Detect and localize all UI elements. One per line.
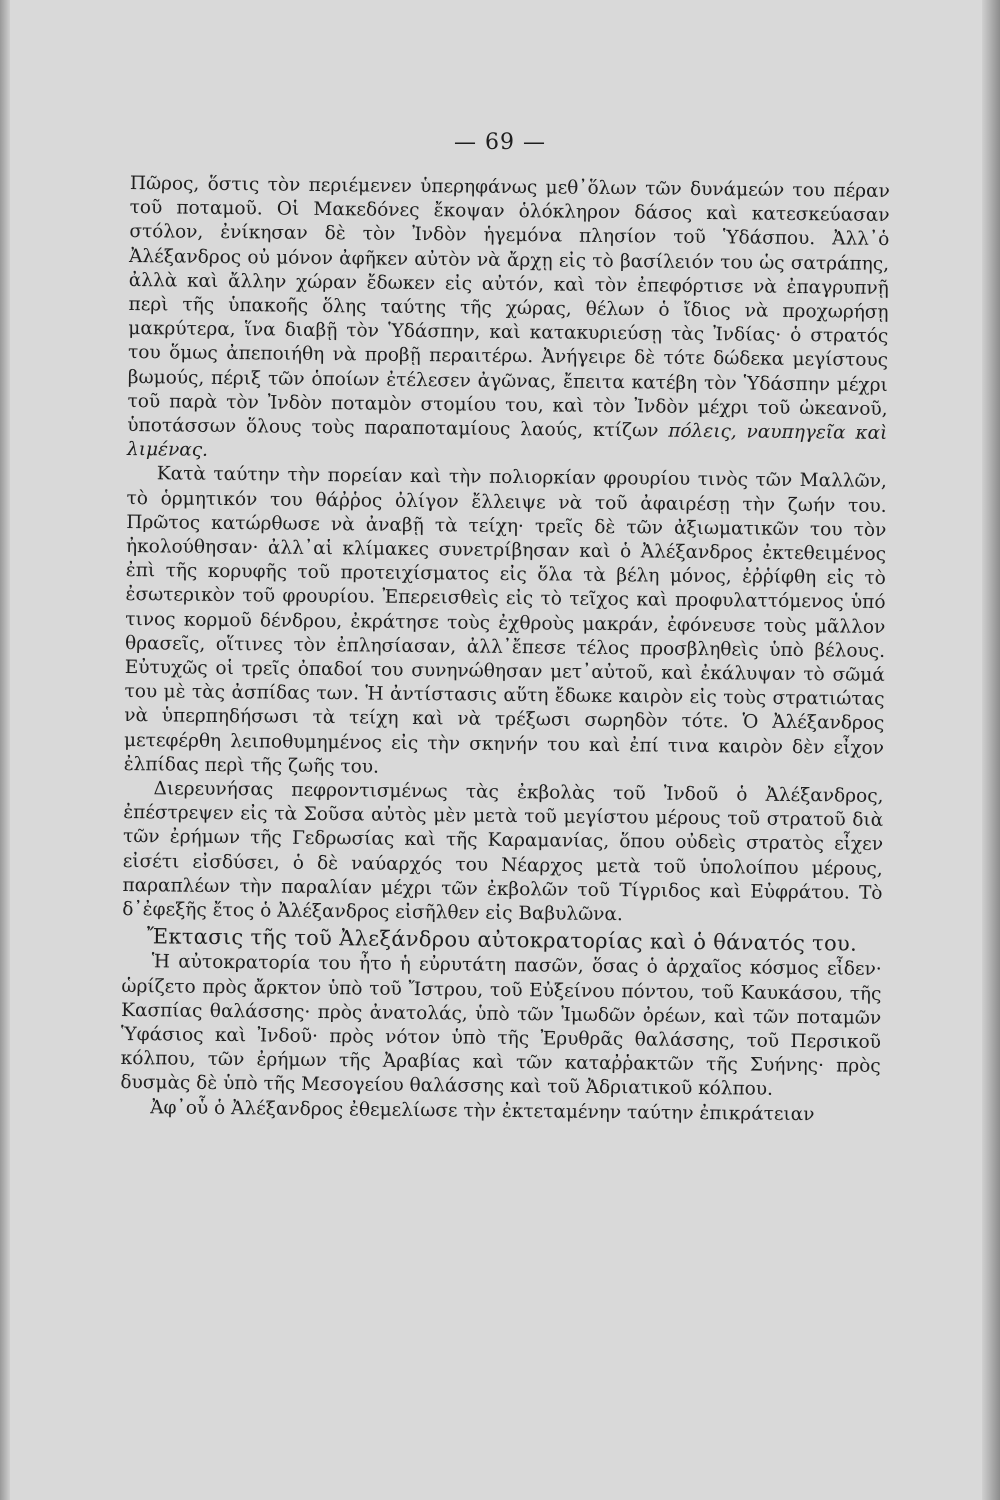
paragraph: Κατὰ ταύτην τὴν πορείαν καὶ τὴν πολιορκίαν φρουρίου τινὸς τῶν Μαλλῶν, τὸ ὁρμητικόν του θάῤῥος ὀλίγον ἔλλειψε νὰ τοῦ ἀφαιρέσῃ τὴν ζωήν του. Πρῶτος κατώρθωσε νὰ ἀναβῇ τὰ τείχη· τρεῖς δὲ τῶν ἀξιωματικῶν του τὸν ἠκολούθησαν· ἀλλ᾽αἱ κλίμακες συνετρίβησαν καὶ ὁ Ἀλέξανδρος ἐκτεθειμένος ἐπὶ τῆς κορυφῆς τοῦ προτειχίσματος εἰς ὅλα τὰ βέλη μόνος, ἐῤῥίφθη εἰς τὸ ἐσωτερικὸν τοῦ φρουρίου. Ἐπερεισθεὶς εἰς τὸ τεῖχος καὶ προφυλαττόμενος ὑπό τινος κορμοῦ δένδρου, ἐκράτησε τοὺς ἐχθροὺς μακράν, ἐφόνευσε τοὺς μᾶλλον θρασεῖς, οἵτινες τὸν ἐπλησίασαν, ἀλλ᾽ἔπεσε τέλος προσβληθεὶς ὑπὸ βέλους. Εὐτυχῶς οἱ τρεῖς ὀπαδοί του συνηνώθησαν μετ᾽αὐτοῦ, καὶ ἐκάλυψαν τὸ σῶμά του μὲ τὰς ἀσπίδας των. Ἡ ἀντίστασις αὕτη ἔδωκε καιρὸν εἰς τοὺς στρατιώτας νὰ ὑπερπηδήσωσι τὰ τείχη καὶ νὰ τρέξωσι σωρηδὸν τότε. Ὁ Ἀλέξανδρος μετεφέρθη λειποθυμημένος εἰς τὴν σκηνήν του καὶ ἐπί τινα καιρὸν δὲν εἶχον ἐλπίδας περὶ τῆς ζωῆς του. [123, 463, 887, 778]
paragraph [127, 172, 890, 470]
body-text [120, 172, 890, 1128]
page-number: — 69 — [454, 130, 546, 155]
paragraph: Διερευνήσας πεφροντισμένως τὰς ἐκβολὰς τοῦ Ἰνδοῦ ὁ Ἀλέξανδρος, ἐπέστρεψεν εἰς τὰ Σοῦσα αὐτὸς μὲν μετὰ τοῦ μεγίστου μέρους τοῦ στρατοῦ διὰ τῶν ἐρήμων τῆς Γεδρωσίας καὶ τῆς Καραμανίας, ὅπου οὐδεὶς στρατὸς εἶχεν εἰσέτι εἰσδύσει, ὁ δὲ ναύαρχός του Νέαρχος μετὰ τοῦ ὑπολοίπου μέρους, παραπλέων τὴν παραλίαν μέχρι τῶν ἐκβολῶν τοῦ Τίγριδος καὶ Εὐφράτου. Τὸ δ᾽ἐφεξῆς ἔτος ὁ Ἀλέξανδρος εἰσῆλθεν εἰς Βαβυλῶνα. [122, 778, 884, 926]
paragraph: Ἡ αὐτοκρατορία του ἦτο ἡ εὐρυτάτη πασῶν, ὅσας ὁ ἀρχαῖος κόσμος εἶδεν· ὡρίζετο πρὸς ἄρκτον ὑπὸ τοῦ Ἴστρου, τοῦ Εὐξείνου πόντου, τοῦ Καυκάσου, τῆς Κασπίας θαλάσσης· πρὸς ἀνατολάς, ὑπὸ τῶν Ἰμωδῶν ὀρέων, καὶ τῶν ποταμῶν Ὑφάσιος καὶ Ἰνδοῦ· πρὸς νότον ὑπὸ τῆς Ἐρυθρᾶς θαλάσσης, τοῦ Περσικοῦ κόλπου, τῶν ἐρήμων τῆς Ἀραβίας καὶ τῶν καταῤῥακτῶν τῆς Συήνης· πρὸς δυσμὰς δὲ ὑπὸ τῆς Μεσογείου θαλάσσης καὶ τοῦ Ἀδριατικοῦ κόλπου. [120, 951, 882, 1101]
italic-text: πόλεις, ναυπηγεῖα καὶ λιμένας. [126, 420, 888, 462]
page-outer-edge [982, 0, 1000, 1500]
section-heading: Ἔκτασις τῆς τοῦ Ἀλεξάνδρου αὐτοκρατορίας καὶ ὁ θάνατός του. [146, 924, 858, 956]
page-binding-edge [0, 0, 10, 1500]
paragraph: Ἀφ᾽οὗ ὁ Ἀλέξανδρος ἐθεμελίωσε τὴν ἐκτεταμένην ταύτην ἐπικράτειαν [150, 1096, 815, 1125]
paragraph-text: Πῶρος, ὅστις τὸν περιέμενεν ὑπερηφάνως μεθ᾽ὅλων τῶν δυνάμεών του πέραν τοῦ ποταμοῦ. Οἱ Μακεδόνες ἔκοψαν ὁλόκληρον δάσος καὶ κατεσκεύασαν στόλον, ἐνίκησαν δὲ τὸν Ἰνδὸν ἡγεμόνα πλησίον τοῦ Ὑδάσπου. Ἀλλ᾽ὁ Ἀλέξανδρος οὐ μόνον ἀφῆκεν αὐτὸν νὰ ἄρχῃ εἰς τὸ βασίλειόν του ὡς σατράπης, ἀλλὰ καὶ ἄλλην χώραν ἔδωκεν εἰς αὐτόν, καὶ τὸν ἐπεφόρτισε νὰ ἐπαγρυπνῇ περὶ τῆς ὑπακοῆς ὅλης ταύτης τῆς χώρας, θέλων ὁ ἴδιος νὰ προχωρήσῃ μακρύτερα, ἵνα διαβῇ τὸν Ὑδάσπην, καὶ κατακυριεύσῃ τὰς Ἰνδίας· ὁ στρατός του ὅμως ἀπεποιήθη νὰ προβῇ περαιτέρω. Ἀνήγειρε δὲ τότε δώδεκα μεγίστους βωμούς, πέριξ τῶν ὁποίων ἐτέλεσεν ἀγῶνας, ἔπειτα κατέβη τὸν Ὑδάσπην μέχρι τοῦ παρὰ τὸν Ἰνδὸν ποταμὸν στομίου του, καὶ τὸν Ἰνδὸν μέχρι τοῦ ὠκεανοῦ, ὑποτάσσων ὅλους τοὺς παραποταμίους λαούς, κτίζων [127, 172, 890, 442]
